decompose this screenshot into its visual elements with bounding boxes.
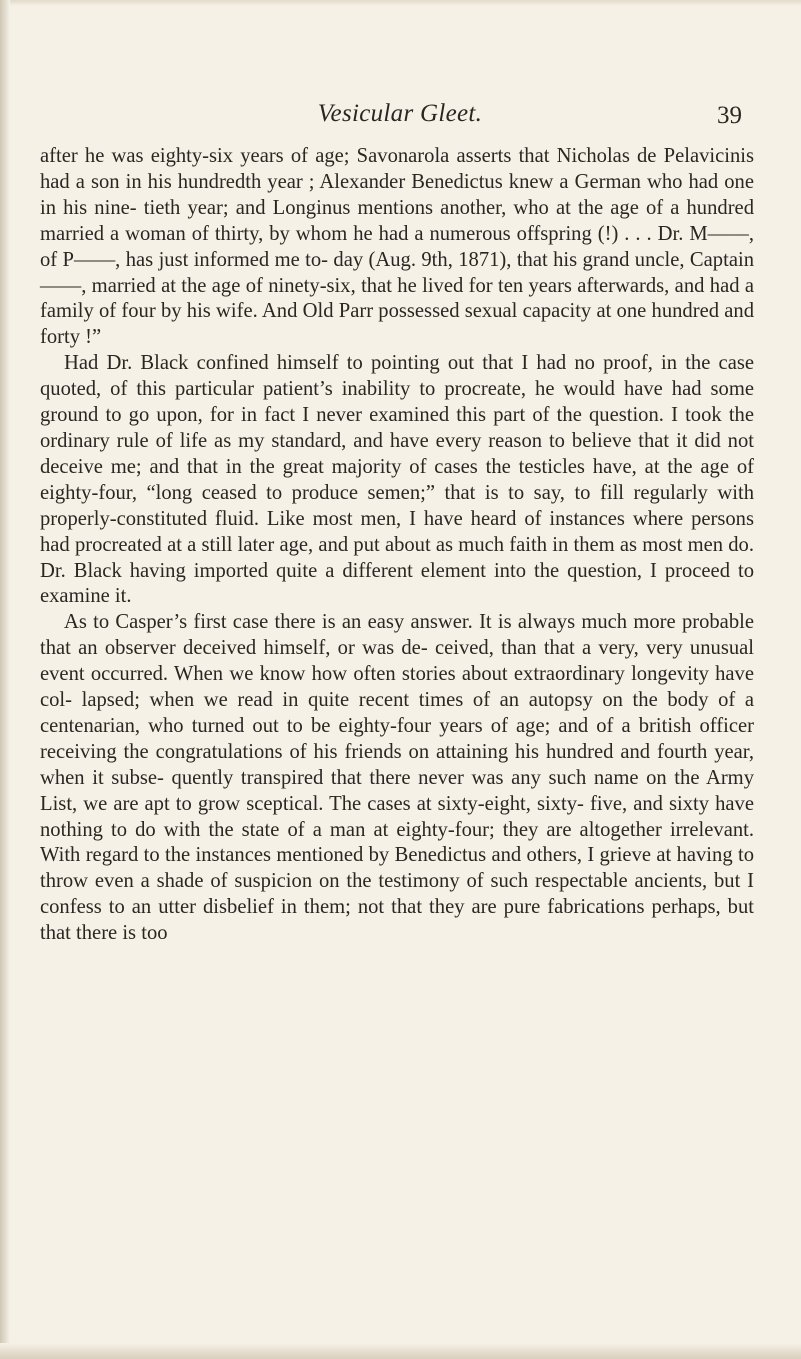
page-gutter-shadow — [0, 0, 10, 1359]
page-bottom-shadow — [0, 1343, 801, 1359]
paragraph: As to Casper’s first case there is an easy answer. It is always much more probable that an observer deceived himself, or was de- ceived, than that a very, very unusual event occurred. When we know how often stories about extraordinary longevity have col- lapsed; when we read in quite recent times of an autopsy on the body of a centenarian, who turned out to be eighty-four years of age; and of a british officer receiving the congratulations of his friends on attaining his hundred and fourth year, when it subse- quently transpired that there never was any such name on the Army List, we are apt to grow sceptical. The cases at sixty-eight, sixty- five, and sixty have nothing to do with the state of a man at eighty-four; they are altogether irrelevant. With regard to the instances mentioned by Benedictus and others, I grieve at having to throw even a shade of suspicion on the testimony of such respectable ancients, but I confess to an utter disbelief in them; not that they are pure fabrications perhaps, but that there is too — [40, 611, 754, 945]
paragraph: after he was eighty-six years of age; Savonarola asserts that Nicholas de Pelavicinis had a son in his hundredth year ; Alexander Benedictus knew a German who had one in his nine- tieth year; and Longinus mentions another, who at the age of a hundred married a woman of thirty, by whom he had a numerous offspring (!) . . . Dr. M——, of P——, has just informed me to- day (Aug. 9th, 1871), that his grand uncle, Captain ——, married at the age of ninety-six, that he lived for ten years afterwards, and had a family of four by his wife. And Old Parr possessed sexual capacity at one hundred and forty !” — [40, 145, 754, 349]
page-number: 39 — [717, 102, 742, 129]
body-text — [40, 144, 754, 947]
paragraph: Had Dr. Black confined himself to pointing out that I had no proof, in the case quoted, of this particular patient’s inability to procreate, he would have had some ground to go upon, for in fact I never examined this part of the question. I took the ordinary rule of life as my standard, and have every reason to believe that it did not deceive me; and that in the great majority of cases the testicles have, at the age of eighty-four, “long ceased to produce semen;” that is to say, to fill regularly with properly-constituted fluid. Like most men, I have heard of instances where persons had procreated at a still later age, and put about as much faith in them as most men do. Dr. Black having imported quite a different element into the question, I proceed to examine it. — [40, 352, 754, 608]
running-head — [40, 100, 760, 140]
page-top-shadow — [0, 0, 801, 6]
running-head-title: Vesicular Gleet. — [317, 100, 483, 127]
